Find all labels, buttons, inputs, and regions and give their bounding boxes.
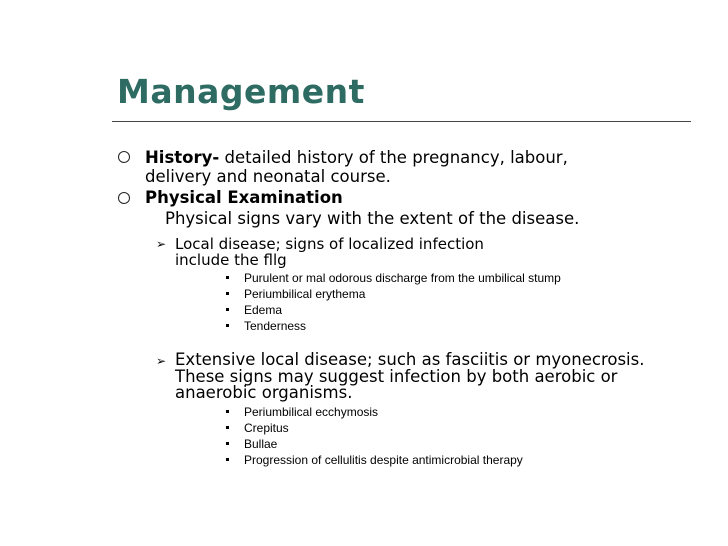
local-item: Purulent or mal odorous discharge from the umbilical stump — [244, 271, 561, 285]
slide-title: Management — [117, 72, 365, 111]
square-bullet-icon — [226, 276, 229, 279]
square-bullet-icon — [226, 442, 229, 445]
local-item: Edema — [244, 303, 283, 317]
square-bullet-icon — [226, 292, 229, 295]
extensive-item: Crepitus — [244, 421, 289, 435]
exam-label: Physical Examination — [145, 188, 343, 207]
extensive-disease-line2: These signs may suggest infection by both aerobic or — [175, 367, 618, 386]
square-bullet-icon — [226, 324, 229, 327]
exam-bullet — [145, 189, 343, 207]
title-divider — [112, 121, 691, 122]
square-bullet-icon — [226, 426, 229, 429]
extensive-item: Bullae — [244, 437, 278, 451]
extensive-item: Progression of cellulitis despite antimicrobial therapy — [244, 453, 523, 467]
square-bullet-icon — [226, 458, 229, 461]
arrowhead-icon: ➢ — [156, 237, 167, 251]
history-label: History- — [145, 148, 220, 167]
extensive-disease-line3: anaerobic organisms. — [175, 383, 353, 402]
local-disease-line2: include the fllg — [175, 251, 287, 269]
local-disease-line1: Local disease; signs of localized infection — [175, 235, 484, 253]
hollow-circle-icon — [118, 192, 130, 204]
square-bullet-icon — [226, 308, 229, 311]
history-text-1: detailed history of the pregnancy, labour, — [219, 148, 568, 167]
local-item: Periumbilical erythema — [244, 287, 366, 301]
history-bullet-line1 — [145, 149, 568, 167]
arrowhead-icon: ➢ — [156, 354, 167, 368]
square-bullet-icon — [226, 410, 229, 413]
hollow-circle-icon — [118, 151, 130, 163]
extensive-item: Periumbilical ecchymosis — [244, 405, 379, 419]
local-item: Tenderness — [244, 319, 307, 333]
exam-text: Physical signs vary with the extent of the disease. — [165, 209, 580, 228]
extensive-disease-line1: Extensive local disease; such as fasciitis or myonecrosis. — [175, 350, 645, 369]
history-bullet-line2: delivery and neonatal course. — [145, 167, 391, 186]
